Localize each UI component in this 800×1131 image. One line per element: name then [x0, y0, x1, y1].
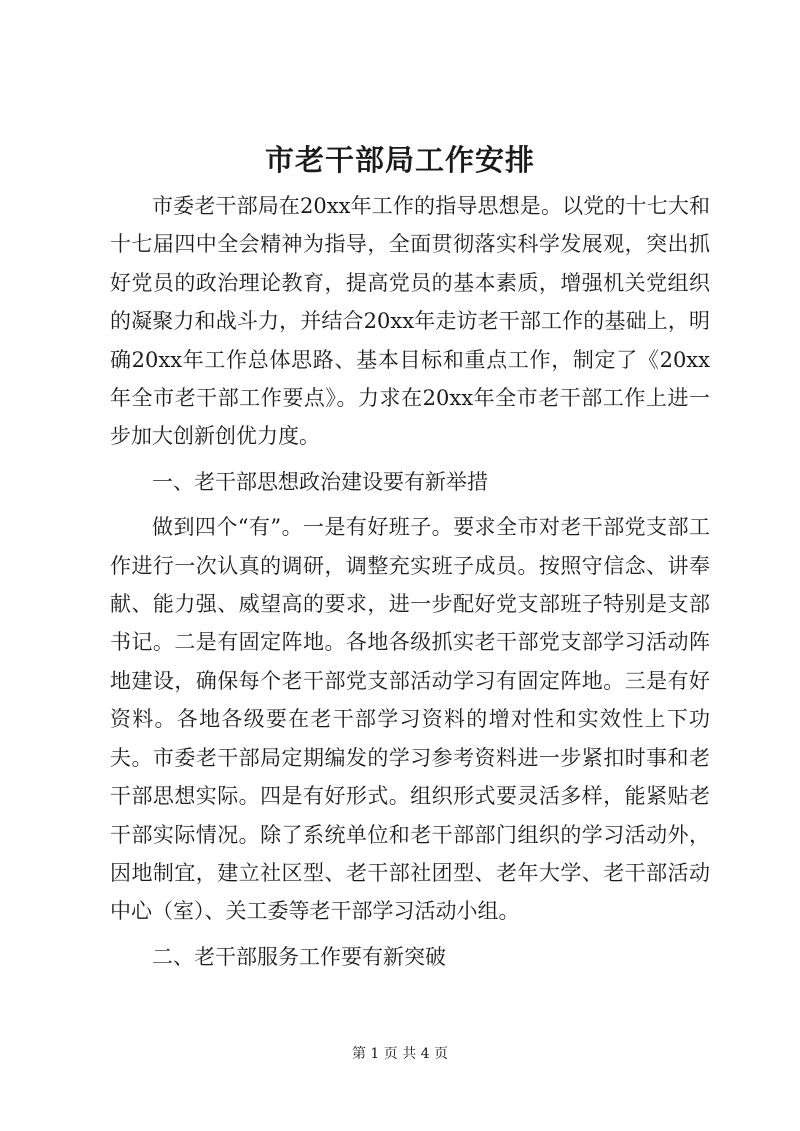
- page-footer: 第 1 页 共 4 页: [351, 1046, 449, 1062]
- intro-paragraph: 市委老干部局在20xx年工作的指导思想是。以党的十七大和十七届四中全会精神为指导，全面贯彻落实科学发展观，突出抓好党员的政治理论教育，提高党员的基本素质，增强机关党组织的凝聚力和战斗力，并结合20xx年走访老干部工作的基础上，明确20xx年工作总体思路、基本目标和重点工作，制定了《20xx年全市老干部工作要点》。力求在20xx年全市老干部工作上进一步加大创新创优力度。: [110, 194, 710, 449]
- section-1-paragraph: 做到四个“有”。一是有好班子。要求全市对老干部党支部工作进行一次认真的调研，调整充实班子成员。按照守信念、讲奉献、能力强、威望高的要求，进一步配好党支部班子特别是支部书记。二是有固定阵地。各地各级抓实老干部党支部学习活动阵地建设，确保每个老干部党支部活动学习有固定阵地。三是有好资料。各地各级要在老干部学习资料的增对性和实效性上下功夫。市委老干部局定期编发的学习参考资料进一步紧扣时事和老干部思想实际。四是有好形式。组织形式要灵活多样，能紧贴老干部实际情况。除了系统单位和老干部部门组织的学习活动外，因地制宜，建立社区型、老干部社团型、老年大学、老干部活动中心（室）、关工委等老干部学习活动小组。: [110, 515, 710, 924]
- section-heading-2: 二、老干部服务工作要有新突破: [152, 944, 446, 969]
- document-title: 市老干部局工作安排: [264, 143, 535, 177]
- section-heading-1: 一、老干部思想政治建设要有新举措: [152, 469, 488, 494]
- document-body: [110, 187, 710, 976]
